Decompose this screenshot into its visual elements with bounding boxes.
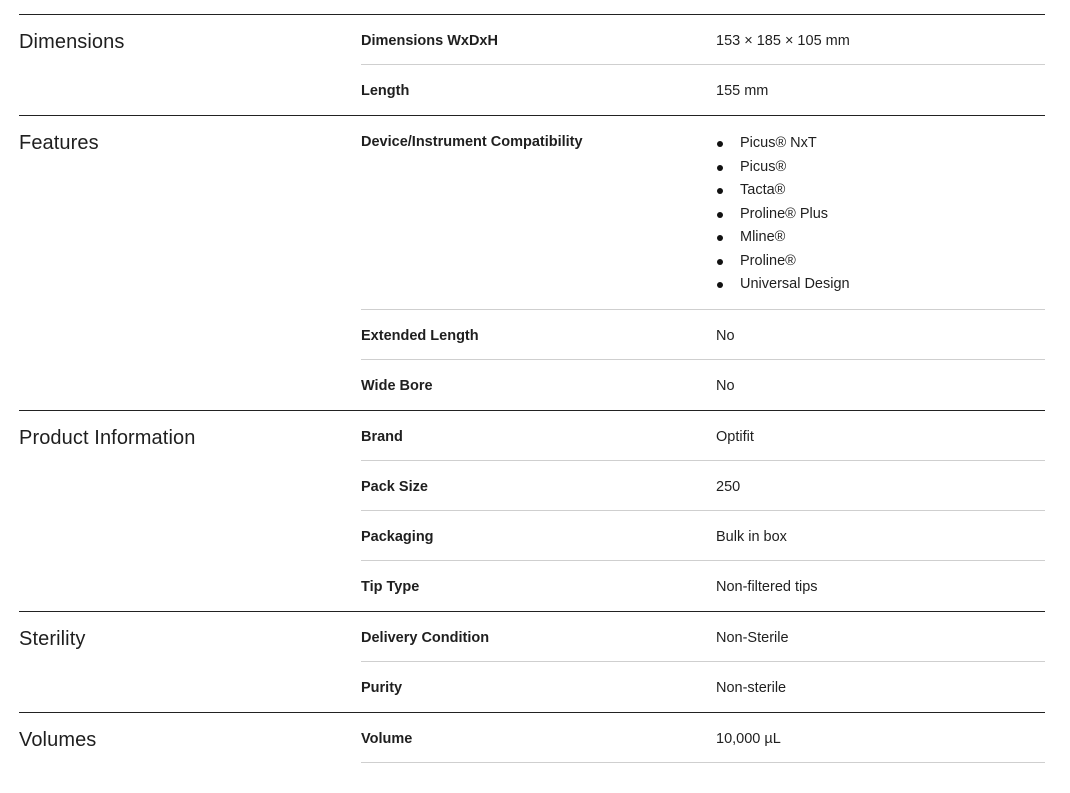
section-title: Sterility: [19, 627, 86, 650]
spec-row: [361, 561, 1045, 611]
spec-table: [19, 15, 1045, 763]
spec-label: Extended Length: [361, 327, 479, 344]
list-item: [716, 226, 1045, 250]
bullet-icon: [717, 141, 723, 147]
spec-label: Length: [361, 83, 410, 99]
bullet-icon: [717, 188, 723, 194]
spec-value: No: [716, 377, 735, 394]
bullet-icon: [717, 235, 723, 241]
section-dimensions: [19, 15, 1045, 116]
section-title: Dimensions: [19, 31, 125, 53]
list-item: [716, 273, 1045, 297]
spec-label: Brand: [361, 428, 403, 445]
spec-label: Dimensions WxDxH: [361, 33, 498, 49]
bullet-icon: [717, 282, 723, 288]
section-rows: [361, 15, 1045, 115]
section-title: Product Information: [19, 426, 196, 449]
spec-label: Purity: [361, 679, 403, 696]
spec-value: 250: [716, 478, 741, 495]
spec-label: Pack Size: [361, 478, 428, 495]
spec-row: [361, 461, 1045, 511]
spec-row: [361, 15, 1045, 65]
spec-value: Non-filtered tips: [716, 578, 818, 595]
list-item-text: Tacta®: [740, 182, 786, 198]
list-item-text: Picus®: [740, 158, 787, 175]
list-item-text: Proline®: [740, 252, 796, 269]
list-item: [716, 250, 1045, 274]
spec-value: Optifit: [716, 428, 754, 445]
section-rows: [361, 612, 1045, 712]
list-item-text: Picus® NxT: [740, 135, 817, 151]
list-item: [716, 132, 1045, 156]
list-item: [716, 203, 1045, 227]
spec-value-list: [716, 116, 1045, 309]
spec-value: 155 mm: [716, 83, 769, 99]
spec-row: [361, 662, 1045, 712]
section-title: Features: [19, 132, 99, 154]
section-title: Volumes: [19, 728, 97, 751]
spec-row: [361, 65, 1045, 115]
section-rows: [361, 411, 1045, 611]
list-item-text: Proline® Plus: [740, 205, 829, 222]
list-item: [716, 179, 1045, 203]
section-volumes: [19, 713, 1045, 763]
spec-label: Volume: [361, 730, 413, 747]
bullet-icon: [717, 212, 723, 218]
spec-row: [361, 360, 1045, 410]
spec-row: [361, 511, 1045, 561]
spec-row: [361, 310, 1045, 360]
section-rows: [361, 116, 1045, 410]
spec-value: 153 × 185 × 105 mm: [716, 33, 850, 49]
spec-row: [361, 411, 1045, 461]
compatibility-list: [716, 132, 1045, 297]
spec-label: Wide Bore: [361, 377, 433, 394]
spec-label: Tip Type: [361, 578, 420, 595]
list-item: [716, 156, 1045, 180]
spec-row: [361, 713, 1045, 763]
bullet-icon: [717, 259, 723, 265]
list-item-text: Mline®: [740, 229, 786, 245]
section-features: [19, 116, 1045, 411]
spec-label: Device/Instrument Compatibility: [361, 134, 583, 150]
section-sterility: [19, 612, 1045, 713]
spec-row: [361, 612, 1045, 662]
section-rows: [361, 713, 1045, 763]
spec-label: Delivery Condition: [361, 629, 490, 646]
spec-row: [361, 116, 1045, 310]
spec-value: Non-sterile: [716, 679, 787, 696]
section-product-information: [19, 411, 1045, 612]
spec-value: No: [716, 327, 735, 344]
list-item-text: Universal Design: [740, 276, 850, 292]
bullet-icon: [717, 165, 723, 171]
spec-value: Bulk in box: [716, 528, 787, 545]
spec-value: Non-Sterile: [716, 629, 789, 646]
spec-value: 10,000 µL: [716, 730, 781, 747]
spec-label: Packaging: [361, 528, 434, 545]
